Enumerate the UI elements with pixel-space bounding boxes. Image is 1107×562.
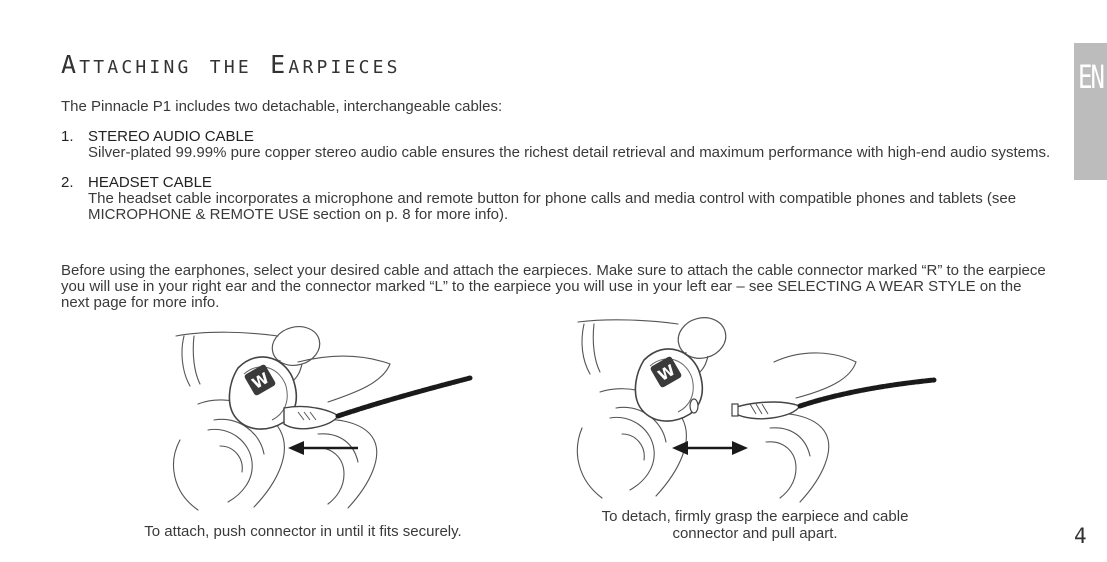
page-title: Attaching the Earpieces [61,50,401,79]
attach-caption: To attach, push connector in until it fits securely. [144,523,462,540]
list-item [61,129,1051,161]
instructions-paragraph: Before using the earphones, select your desired cable and attach the earpieces. Make sure to attach the cable connector marked “R” to the earpiece you will use in your right ear and the connector marked “L” to the earpiece you will use in your left ear – see SELECTING A WEAR STYLE on the next page for more info. [61,262,1046,311]
intro-text: The Pinnacle P1 includes two detachable, interchangeable cables: [61,98,503,115]
cable-heading [61,129,1051,145]
cable-heading-text: HEADSET CABLE [88,174,212,191]
list-item [61,175,1051,223]
list-number: 2. [61,174,74,191]
list-number: 1. [61,128,74,145]
detach-illustration [574,312,944,507]
language-tab [1074,43,1107,180]
detach-caption: To detach, firmly grasp the earpiece and cable connector and pull apart. [601,508,909,542]
cable-heading [61,175,1051,191]
cable-list [61,129,1051,237]
svg-text:W: W [248,368,273,393]
language-tab-label: EN [1078,58,1103,96]
cable-description: Silver-plated 99.99% pure copper stereo audio cable ensures the richest detail retrieval and maximum performance with high-end audio systems. [88,144,1051,161]
svg-text:W: W [654,360,679,385]
double-arrow-icon [672,441,748,455]
cable-heading-text: STEREO AUDIO CABLE [88,128,254,145]
cable-description: The headset cable incorporates a microphone and remote button for phone calls and media control with compatible phones and tablets (see MICROPHONE & REMOTE USE section on p. 8 for more info). [88,190,1017,223]
page-number: 4 [1074,524,1087,548]
attach-illustration [168,322,488,517]
